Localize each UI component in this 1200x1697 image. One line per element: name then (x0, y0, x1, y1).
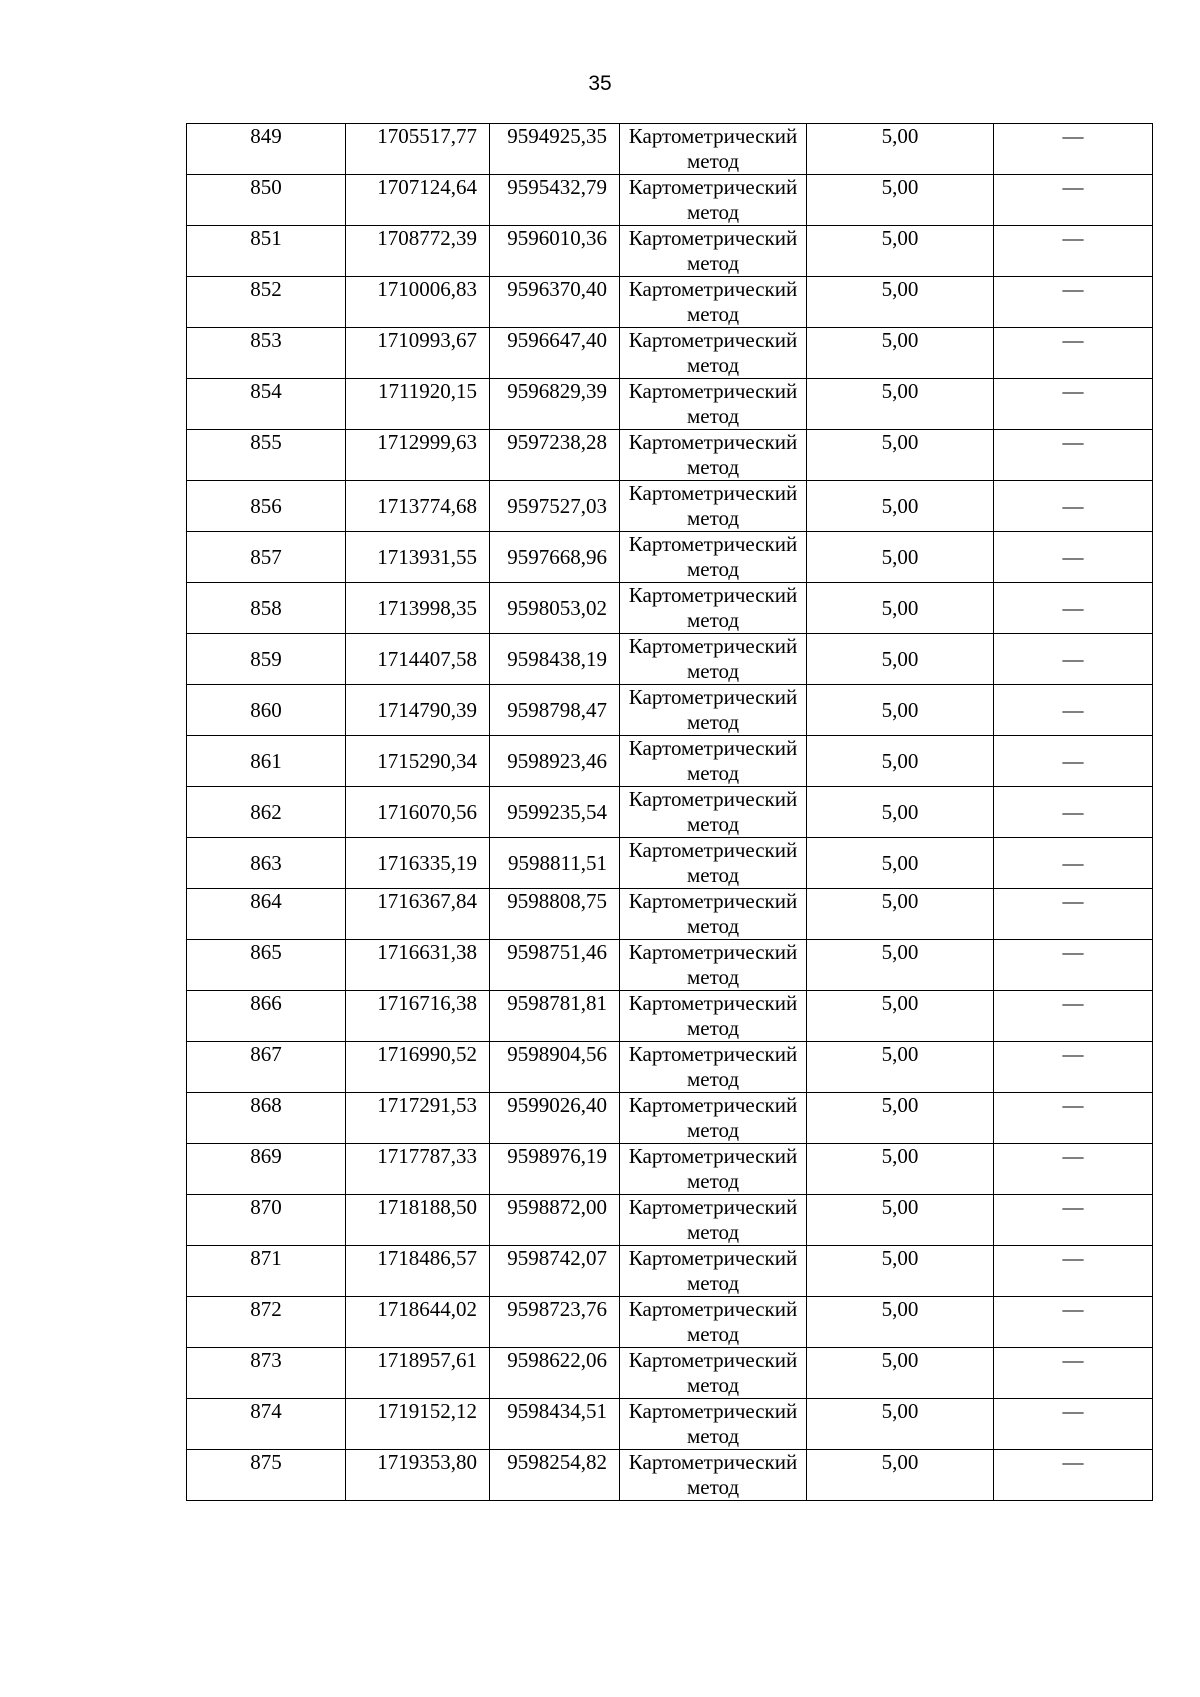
description-cell: — (994, 277, 1153, 328)
table-row (187, 889, 1153, 940)
x-coordinate-cell: 1712999,63 (346, 430, 490, 481)
table-row (187, 1195, 1153, 1246)
accuracy-cell: 5,00 (807, 838, 994, 889)
coordinates-table-body (187, 124, 1153, 1501)
y-coordinate-cell: 9598434,51 (490, 1399, 620, 1450)
method-cell: Картометрический метод (620, 940, 807, 991)
description-cell: — (994, 787, 1153, 838)
accuracy-cell: 5,00 (807, 1348, 994, 1399)
table-row (187, 991, 1153, 1042)
description-cell: — (994, 379, 1153, 430)
method-cell: Картометрический метод (620, 175, 807, 226)
method-cell: Картометрический метод (620, 124, 807, 175)
x-coordinate-cell: 1717291,53 (346, 1093, 490, 1144)
method-cell: Картометрический метод (620, 1195, 807, 1246)
method-cell: Картометрический метод (620, 1297, 807, 1348)
y-coordinate-cell: 9598254,82 (490, 1450, 620, 1501)
table-row (187, 1399, 1153, 1450)
point-number-cell: 866 (187, 991, 346, 1042)
y-coordinate-cell: 9599235,54 (490, 787, 620, 838)
method-cell: Картометрический метод (620, 1450, 807, 1501)
y-coordinate-cell: 9598751,46 (490, 940, 620, 991)
method-cell: Картометрический метод (620, 1093, 807, 1144)
accuracy-cell: 5,00 (807, 991, 994, 1042)
x-coordinate-cell: 1707124,64 (346, 175, 490, 226)
method-cell: Картометрический метод (620, 226, 807, 277)
x-coordinate-cell: 1719353,80 (346, 1450, 490, 1501)
accuracy-cell: 5,00 (807, 736, 994, 787)
y-coordinate-cell: 9598053,02 (490, 583, 620, 634)
accuracy-cell: 5,00 (807, 1144, 994, 1195)
method-cell: Картометрический метод (620, 991, 807, 1042)
x-coordinate-cell: 1718486,57 (346, 1246, 490, 1297)
description-cell: — (994, 634, 1153, 685)
point-number-cell: 868 (187, 1093, 346, 1144)
description-cell: — (994, 838, 1153, 889)
table-row (187, 481, 1153, 532)
accuracy-cell: 5,00 (807, 1195, 994, 1246)
y-coordinate-cell: 9598976,19 (490, 1144, 620, 1195)
accuracy-cell: 5,00 (807, 124, 994, 175)
point-number-cell: 851 (187, 226, 346, 277)
description-cell: — (994, 736, 1153, 787)
table-row (187, 1093, 1153, 1144)
x-coordinate-cell: 1718188,50 (346, 1195, 490, 1246)
table-row (187, 1246, 1153, 1297)
method-cell: Картометрический метод (620, 583, 807, 634)
method-cell: Картометрический метод (620, 379, 807, 430)
x-coordinate-cell: 1716631,38 (346, 940, 490, 991)
y-coordinate-cell: 9597527,03 (490, 481, 620, 532)
table-row (187, 1144, 1153, 1195)
point-number-cell: 862 (187, 787, 346, 838)
y-coordinate-cell: 9598622,06 (490, 1348, 620, 1399)
y-coordinate-cell: 9596010,36 (490, 226, 620, 277)
table-row (187, 838, 1153, 889)
accuracy-cell: 5,00 (807, 1297, 994, 1348)
method-cell: Картометрический метод (620, 685, 807, 736)
point-number-cell: 871 (187, 1246, 346, 1297)
y-coordinate-cell: 9598811,51 (490, 838, 620, 889)
method-cell: Картометрический метод (620, 430, 807, 481)
accuracy-cell: 5,00 (807, 430, 994, 481)
accuracy-cell: 5,00 (807, 685, 994, 736)
y-coordinate-cell: 9598798,47 (490, 685, 620, 736)
description-cell: — (994, 991, 1153, 1042)
point-number-cell: 870 (187, 1195, 346, 1246)
y-coordinate-cell: 9597238,28 (490, 430, 620, 481)
x-coordinate-cell: 1713931,55 (346, 532, 490, 583)
x-coordinate-cell: 1716367,84 (346, 889, 490, 940)
accuracy-cell: 5,00 (807, 1450, 994, 1501)
method-cell: Картометрический метод (620, 1042, 807, 1093)
description-cell: — (994, 481, 1153, 532)
accuracy-cell: 5,00 (807, 277, 994, 328)
y-coordinate-cell: 9598742,07 (490, 1246, 620, 1297)
x-coordinate-cell: 1716990,52 (346, 1042, 490, 1093)
table-row (187, 532, 1153, 583)
y-coordinate-cell: 9598723,76 (490, 1297, 620, 1348)
accuracy-cell: 5,00 (807, 583, 994, 634)
method-cell: Картометрический метод (620, 481, 807, 532)
method-cell: Картометрический метод (620, 328, 807, 379)
accuracy-cell: 5,00 (807, 481, 994, 532)
method-cell: Картометрический метод (620, 838, 807, 889)
point-number-cell: 856 (187, 481, 346, 532)
coordinates-table (186, 123, 1153, 1501)
accuracy-cell: 5,00 (807, 328, 994, 379)
description-cell: — (994, 1093, 1153, 1144)
description-cell: — (994, 1348, 1153, 1399)
method-cell: Картометрический метод (620, 1348, 807, 1399)
accuracy-cell: 5,00 (807, 889, 994, 940)
point-number-cell: 869 (187, 1144, 346, 1195)
table-row (187, 1297, 1153, 1348)
x-coordinate-cell: 1718644,02 (346, 1297, 490, 1348)
table-row (187, 685, 1153, 736)
table-row (187, 736, 1153, 787)
x-coordinate-cell: 1713774,68 (346, 481, 490, 532)
point-number-cell: 855 (187, 430, 346, 481)
point-number-cell: 850 (187, 175, 346, 226)
point-number-cell: 857 (187, 532, 346, 583)
table-row (187, 1348, 1153, 1399)
description-cell: — (994, 532, 1153, 583)
x-coordinate-cell: 1711920,15 (346, 379, 490, 430)
description-cell: — (994, 583, 1153, 634)
description-cell: — (994, 685, 1153, 736)
description-cell: — (994, 889, 1153, 940)
method-cell: Картометрический метод (620, 634, 807, 685)
method-cell: Картометрический метод (620, 1399, 807, 1450)
x-coordinate-cell: 1710006,83 (346, 277, 490, 328)
y-coordinate-cell: 9598438,19 (490, 634, 620, 685)
point-number-cell: 860 (187, 685, 346, 736)
accuracy-cell: 5,00 (807, 940, 994, 991)
page-number: 35 (588, 72, 612, 95)
x-coordinate-cell: 1716070,56 (346, 787, 490, 838)
accuracy-cell: 5,00 (807, 175, 994, 226)
description-cell: — (994, 226, 1153, 277)
accuracy-cell: 5,00 (807, 634, 994, 685)
table-row (187, 430, 1153, 481)
accuracy-cell: 5,00 (807, 379, 994, 430)
point-number-cell: 854 (187, 379, 346, 430)
y-coordinate-cell: 9596370,40 (490, 277, 620, 328)
point-number-cell: 873 (187, 1348, 346, 1399)
method-cell: Картометрический метод (620, 736, 807, 787)
description-cell: — (994, 430, 1153, 481)
description-cell: — (994, 124, 1153, 175)
point-number-cell: 861 (187, 736, 346, 787)
x-coordinate-cell: 1716335,19 (346, 838, 490, 889)
x-coordinate-cell: 1715290,34 (346, 736, 490, 787)
table-row (187, 940, 1153, 991)
x-coordinate-cell: 1705517,77 (346, 124, 490, 175)
description-cell: — (994, 1399, 1153, 1450)
y-coordinate-cell: 9595432,79 (490, 175, 620, 226)
point-number-cell: 859 (187, 634, 346, 685)
accuracy-cell: 5,00 (807, 1246, 994, 1297)
y-coordinate-cell: 9597668,96 (490, 532, 620, 583)
table-row (187, 226, 1153, 277)
point-number-cell: 858 (187, 583, 346, 634)
table-row (187, 1042, 1153, 1093)
accuracy-cell: 5,00 (807, 787, 994, 838)
point-number-cell: 874 (187, 1399, 346, 1450)
x-coordinate-cell: 1713998,35 (346, 583, 490, 634)
description-cell: — (994, 1144, 1153, 1195)
description-cell: — (994, 328, 1153, 379)
y-coordinate-cell: 9596647,40 (490, 328, 620, 379)
description-cell: — (994, 175, 1153, 226)
point-number-cell: 852 (187, 277, 346, 328)
method-cell: Картометрический метод (620, 1144, 807, 1195)
x-coordinate-cell: 1708772,39 (346, 226, 490, 277)
description-cell: — (994, 1450, 1153, 1501)
table-row (187, 124, 1153, 175)
description-cell: — (994, 1297, 1153, 1348)
point-number-cell: 872 (187, 1297, 346, 1348)
method-cell: Картометрический метод (620, 277, 807, 328)
point-number-cell: 863 (187, 838, 346, 889)
point-number-cell: 865 (187, 940, 346, 991)
table-row (187, 583, 1153, 634)
description-cell: — (994, 1195, 1153, 1246)
x-coordinate-cell: 1717787,33 (346, 1144, 490, 1195)
table-row (187, 277, 1153, 328)
accuracy-cell: 5,00 (807, 226, 994, 277)
y-coordinate-cell: 9594925,35 (490, 124, 620, 175)
table-row (187, 787, 1153, 838)
accuracy-cell: 5,00 (807, 532, 994, 583)
x-coordinate-cell: 1714407,58 (346, 634, 490, 685)
x-coordinate-cell: 1718957,61 (346, 1348, 490, 1399)
y-coordinate-cell: 9598923,46 (490, 736, 620, 787)
y-coordinate-cell: 9598781,81 (490, 991, 620, 1042)
table-row (187, 379, 1153, 430)
x-coordinate-cell: 1714790,39 (346, 685, 490, 736)
x-coordinate-cell: 1716716,38 (346, 991, 490, 1042)
y-coordinate-cell: 9598872,00 (490, 1195, 620, 1246)
table-row (187, 175, 1153, 226)
point-number-cell: 875 (187, 1450, 346, 1501)
point-number-cell: 867 (187, 1042, 346, 1093)
table-row (187, 1450, 1153, 1501)
table-row (187, 634, 1153, 685)
method-cell: Картометрический метод (620, 787, 807, 838)
description-cell: — (994, 940, 1153, 991)
accuracy-cell: 5,00 (807, 1399, 994, 1450)
description-cell: — (994, 1246, 1153, 1297)
accuracy-cell: 5,00 (807, 1042, 994, 1093)
x-coordinate-cell: 1710993,67 (346, 328, 490, 379)
point-number-cell: 853 (187, 328, 346, 379)
point-number-cell: 849 (187, 124, 346, 175)
method-cell: Картометрический метод (620, 1246, 807, 1297)
y-coordinate-cell: 9599026,40 (490, 1093, 620, 1144)
method-cell: Картометрический метод (620, 889, 807, 940)
table-row (187, 328, 1153, 379)
accuracy-cell: 5,00 (807, 1093, 994, 1144)
method-cell: Картометрический метод (620, 532, 807, 583)
y-coordinate-cell: 9598808,75 (490, 889, 620, 940)
point-number-cell: 864 (187, 889, 346, 940)
x-coordinate-cell: 1719152,12 (346, 1399, 490, 1450)
y-coordinate-cell: 9596829,39 (490, 379, 620, 430)
y-coordinate-cell: 9598904,56 (490, 1042, 620, 1093)
description-cell: — (994, 1042, 1153, 1093)
